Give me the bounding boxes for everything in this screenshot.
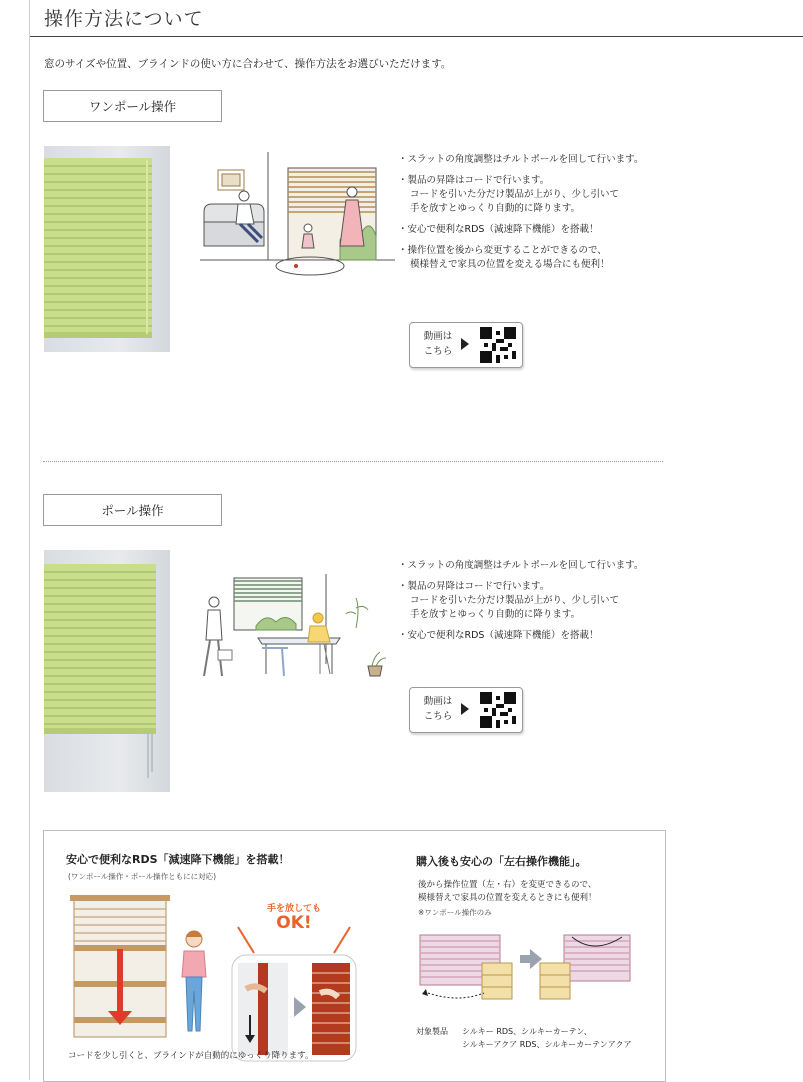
bullet-item: ・製品の昇降はコードで行います。 コードを引いた分だけ製品が上がり、少し引いて 手を放すとゆっくり自動的に降ります。 bbox=[398, 175, 620, 214]
section-heading-one-pole: ワンポール操作 bbox=[43, 90, 222, 122]
callout-line-1: 手を放しても bbox=[266, 904, 321, 914]
section-heading-pole: ポール操作 bbox=[43, 494, 222, 526]
one-pole-only-note: ※ワンポール操作のみ bbox=[418, 908, 492, 917]
page-title: 操作方法について bbox=[44, 8, 204, 30]
pole-feature-list bbox=[398, 559, 643, 650]
target-products-line-2: シルキーアクア RDS、シルキーカーテンアクア bbox=[462, 1040, 632, 1049]
qr-code-icon bbox=[480, 327, 516, 363]
bullet-item: ・安心で便利なRDS（減速降下機能）を搭載！ bbox=[398, 630, 599, 641]
target-products-line-1: シルキー RDS、シルキーカーテン、 bbox=[462, 1027, 592, 1036]
woman-illustration bbox=[174, 927, 214, 1047]
one-pole-video-button[interactable] bbox=[409, 322, 523, 368]
left-margin-rule bbox=[29, 0, 30, 1080]
one-pole-feature-list bbox=[398, 153, 643, 279]
bullet-item: ・操作位置を後から変更することができるので、 模様替えで家具の位置を変える場合にも便利！ bbox=[398, 245, 610, 270]
play-icon bbox=[461, 338, 469, 350]
bullet-item: ・安心で便利なRDS（減速降下機能）を搭載！ bbox=[398, 224, 599, 235]
left-right-feature-text: 後から操作位置（左・右）を変更できるので、 模様替えで家具の位置を変えるときにも便利！ bbox=[418, 880, 597, 903]
rds-blind-illustration bbox=[66, 893, 178, 1041]
left-right-change-illustration bbox=[416, 929, 636, 1007]
rds-feature-subtitle: (ワンポール操作・ポール操作ともにに対応) bbox=[68, 872, 217, 881]
pole-video-button[interactable] bbox=[409, 687, 523, 733]
one-pole-scene-illustration bbox=[200, 150, 395, 290]
target-products-label: 対象製品 bbox=[416, 1027, 448, 1036]
pole-blind-photo bbox=[44, 550, 170, 792]
title-underline bbox=[30, 36, 803, 37]
one-pole-blind-photo bbox=[44, 146, 170, 352]
rds-feature-title: 安心で便利なRDS「減速降下機能」を搭載！ bbox=[66, 853, 290, 866]
callout-line-2: OK! bbox=[276, 913, 312, 933]
rds-caption: コードを少し引くと、ブラインドが自動的にゆっくり降ります。 bbox=[68, 1051, 314, 1061]
section-divider bbox=[43, 461, 663, 462]
intro-text: 窓のサイズや位置、ブラインドの使い方に合わせて、操作方法をお選びいただけます。 bbox=[44, 58, 452, 70]
video-button-label: 動画は こちら bbox=[423, 331, 453, 357]
pole-scene-illustration bbox=[196, 574, 396, 686]
play-icon bbox=[461, 703, 469, 715]
left-right-feature-title: 購入後も安心の「左右操作機能」。 bbox=[416, 855, 587, 868]
qr-code-icon bbox=[480, 692, 516, 728]
bullet-item: ・スラットの角度調整はチルトポールを回して行います。 bbox=[398, 560, 644, 571]
bullet-item: ・スラットの角度調整はチルトポールを回して行います。 bbox=[398, 154, 644, 165]
video-button-label: 動画は こちら bbox=[423, 696, 453, 722]
feature-panel bbox=[43, 830, 666, 1082]
bullet-item: ・製品の昇降はコードで行います。 コードを引いた分だけ製品が上がり、少し引いて 手を放すとゆっくり自動的に降ります。 bbox=[398, 581, 620, 620]
